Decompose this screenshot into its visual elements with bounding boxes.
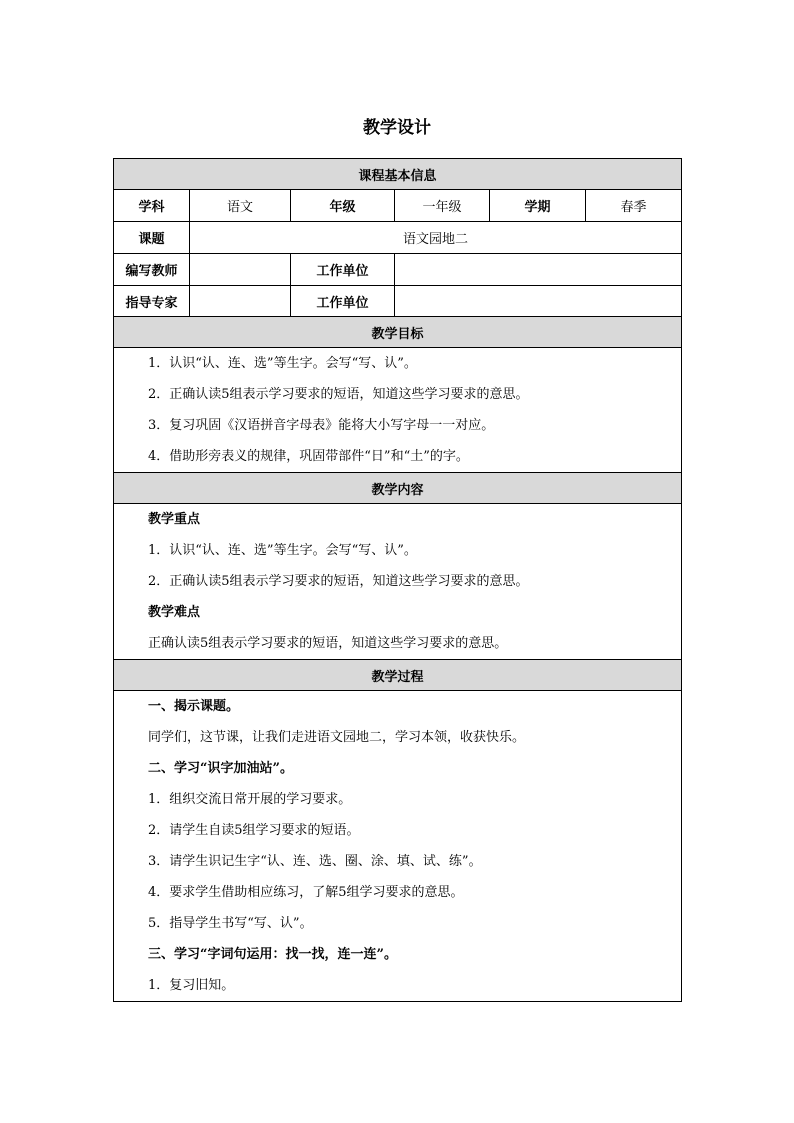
process-line: 4．要求学生借助相应练习，了解5组学习要求的意思。 [148, 885, 464, 900]
process-line: 1．复习旧知。 [148, 978, 235, 993]
objective-item: 2．正确认读5组表示学习要求的短语，知道这些学习要求的意思。 [148, 387, 529, 402]
objectives-body [114, 348, 682, 473]
advisor-unit-value [395, 286, 682, 317]
process-line: 5．指导学生书写“写、认”。 [148, 916, 313, 931]
key-point-item: 1．认识“认、连、选”等生字。会写“写、认”。 [148, 543, 417, 558]
process-line: 1．组织交流日常开展的学习要求。 [148, 792, 352, 807]
content-header: 教学内容 [114, 473, 682, 504]
subject-value: 语文 [190, 190, 291, 222]
objective-item: 1．认识“认、连、选”等生字。会写“写、认”。 [148, 356, 417, 371]
key-points-title: 教学重点 [148, 512, 201, 527]
objective-item: 3．复习巩固《汉语拼音字母表》能将大小写字母一一对应。 [148, 418, 495, 433]
subject-label: 学科 [114, 190, 190, 222]
process-header: 教学过程 [114, 660, 682, 691]
term-label: 学期 [490, 190, 586, 222]
grade-value: 一年级 [395, 190, 490, 222]
author-value [190, 254, 291, 286]
process-line: 3．请学生识记生字“认、连、选、圈、涂、填、试、练”。 [148, 854, 482, 869]
advisor-label: 指导专家 [114, 286, 190, 317]
process-section-heading: 二、学习“识字加油站”。 [148, 761, 293, 776]
process-section-heading: 一、揭示课题。 [148, 699, 240, 714]
advisor-value [190, 286, 291, 317]
process-body [114, 691, 682, 1002]
advisor-unit-label: 工作单位 [291, 286, 395, 317]
topic-label: 课题 [114, 222, 190, 254]
process-line: 同学们，这节课，让我们走进语文园地二，学习本领，收获快乐。 [148, 730, 526, 745]
lesson-plan-table [113, 158, 682, 1002]
difficulty-title: 教学难点 [148, 605, 201, 620]
author-unit-value [395, 254, 682, 286]
topic-value: 语文园地二 [190, 222, 682, 254]
process-section-heading: 三、学习“字词句运用：找一找，连一连”。 [148, 947, 397, 962]
content-body [114, 504, 682, 660]
process-line: 2．请学生自读5组学习要求的短语。 [148, 823, 360, 838]
term-value: 春季 [586, 190, 682, 222]
document-title: 教学设计 [363, 118, 431, 138]
objectives-header: 教学目标 [114, 317, 682, 348]
author-unit-label: 工作单位 [291, 254, 395, 286]
grade-label: 年级 [291, 190, 395, 222]
author-label: 编写教师 [114, 254, 190, 286]
objective-item: 4．借助形旁表义的规律，巩固带部件“日”和“土”的字。 [148, 449, 469, 464]
difficulty-text: 正确认读5组表示学习要求的短语，知道这些学习要求的意思。 [148, 636, 508, 651]
basic-info-header: 课程基本信息 [114, 159, 682, 190]
key-point-item: 2．正确认读5组表示学习要求的短语，知道这些学习要求的意思。 [148, 574, 529, 589]
